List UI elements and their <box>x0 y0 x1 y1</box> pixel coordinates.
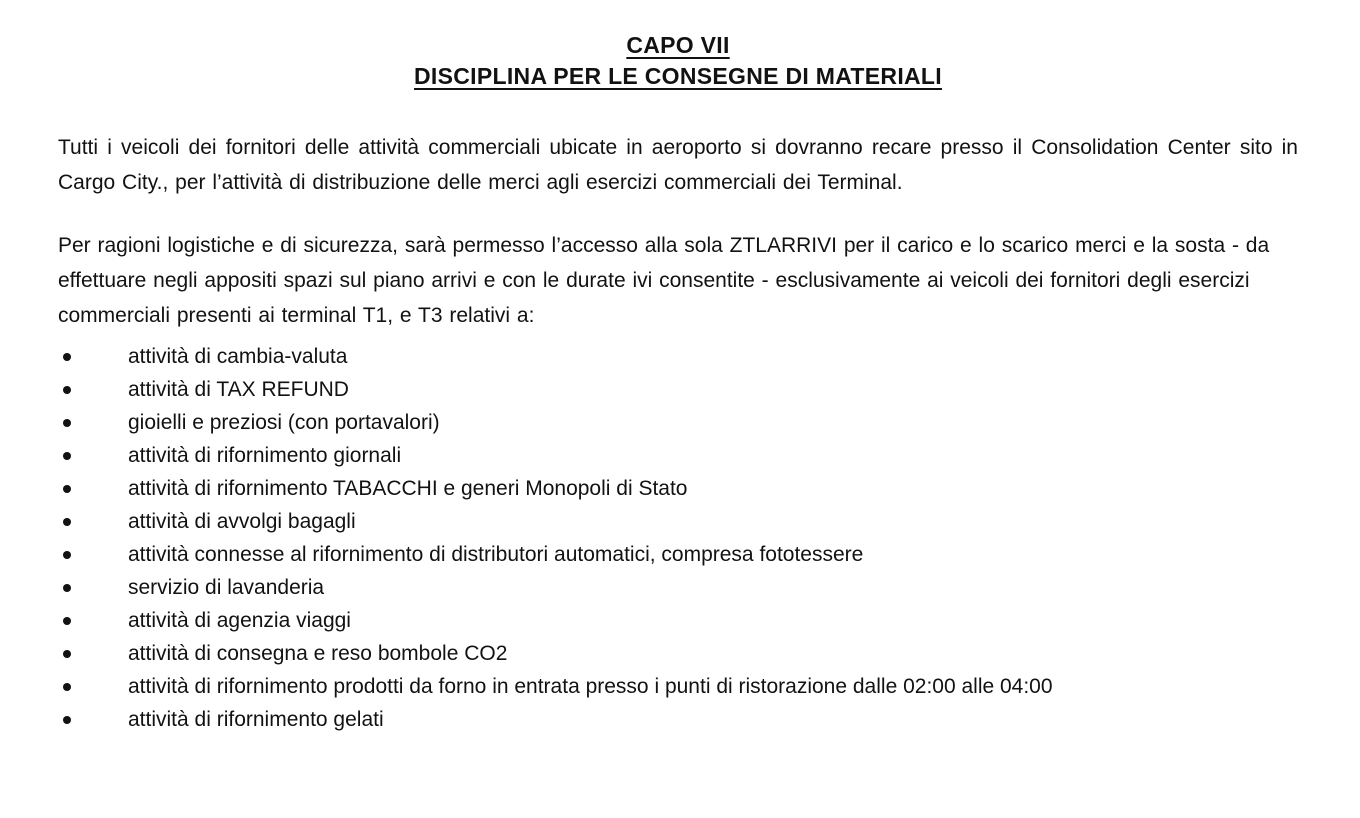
activities-bullet-list <box>58 340 1298 736</box>
list-item-text: attività di rifornimento gelati <box>128 708 384 731</box>
bullet-icon <box>58 703 128 736</box>
list-item <box>58 340 1298 373</box>
list-item-text: attività di cambia-valuta <box>128 345 348 368</box>
list-item-text: attività di agenzia viaggi <box>128 609 351 632</box>
list-item-text: gioielli e preziosi (con portavalori) <box>128 411 440 434</box>
list-item <box>58 373 1298 406</box>
list-item <box>58 604 1298 637</box>
paragraph-intro: Tutti i veicoli dei fornitori delle attività commerciali ubicate in aeroporto si dovranno recare presso il Consolidation Center sito in Cargo City., per l’attività di distribuzione delle merci agli esercizi commerciali dei Terminal. <box>58 136 1298 194</box>
chapter-number-text: CAPO VII <box>626 32 730 58</box>
bullet-icon <box>58 637 128 670</box>
list-item-text: attività di avvolgi bagagli <box>128 510 356 533</box>
list-item <box>58 670 1298 703</box>
list-item-text: attività di consegna e reso bombole CO2 <box>128 642 508 665</box>
bullet-icon <box>58 472 128 505</box>
list-item-text: servizio di lavanderia <box>128 576 325 599</box>
bullet-icon <box>58 505 128 538</box>
paragraph-rules: Per ragioni logistiche e di sicurezza, sarà permesso l’accesso alla sola ZTLARRIVI per il carico e lo scarico merci e la sosta - da effettuare negli appositi spazi sul piano arrivi e con le durate ivi consentite - esclusivamente ai veicoli dei fornitori degli esercizi commerciali presenti ai terminal T1, e T3 relativi a: <box>58 234 1270 327</box>
list-item-text: attività di TAX REFUND <box>128 378 349 401</box>
bullet-icon <box>58 571 128 604</box>
list-item <box>58 703 1298 736</box>
list-item <box>58 472 1298 505</box>
list-item <box>58 571 1298 604</box>
list-item <box>58 538 1298 571</box>
bullet-icon <box>58 670 128 703</box>
bullet-icon <box>58 439 128 472</box>
bullet-icon <box>58 406 128 439</box>
chapter-title-text: DISCIPLINA PER LE CONSEGNE DI MATERIALI <box>414 63 942 89</box>
chapter-heading-line1 <box>58 30 1298 61</box>
bullet-icon <box>58 604 128 637</box>
list-item-text: attività connesse al rifornimento di distributori automatici, compresa fototessere <box>128 543 864 566</box>
list-item-text: attività di rifornimento TABACCHI e generi Monopoli di Stato <box>128 477 688 500</box>
list-item <box>58 505 1298 538</box>
list-item-text: attività di rifornimento prodotti da forno in entrata presso i punti di ristorazione dalle 02:00 alle 04:00 <box>128 675 1053 698</box>
list-item <box>58 637 1298 670</box>
bullet-icon <box>58 538 128 571</box>
bullet-icon <box>58 373 128 406</box>
bullet-icon <box>58 340 128 373</box>
chapter-heading-line2 <box>58 61 1298 92</box>
list-item <box>58 439 1298 472</box>
chapter-heading <box>58 30 1298 92</box>
list-item <box>58 406 1298 439</box>
list-item-text: attività di rifornimento giornali <box>128 444 402 467</box>
